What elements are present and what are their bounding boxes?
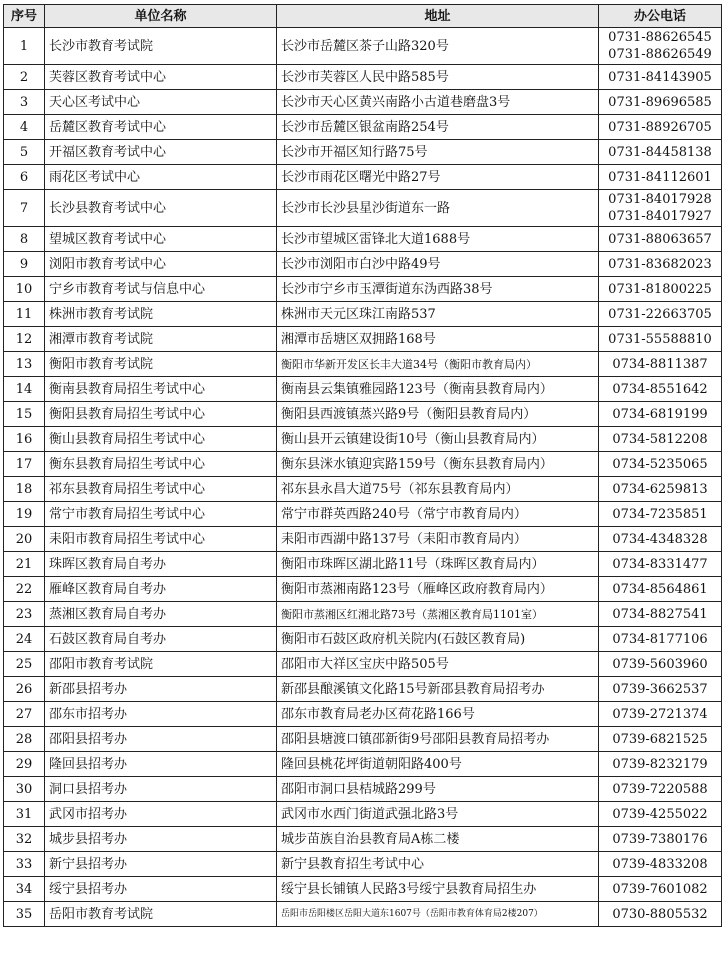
phone-number: 0731-84017927 xyxy=(608,209,712,224)
unit-name: 邵阳市教育考试院 xyxy=(45,652,277,677)
row-number: 13 xyxy=(4,352,45,377)
phone-number: 0734-5235065 xyxy=(612,456,708,472)
unit-address: 耒阳市西湖中路137号（耒阳市教育局内） xyxy=(277,527,599,552)
office-phone xyxy=(599,477,722,502)
unit-address: 长沙市雨花区曙光中路27号 xyxy=(277,165,599,190)
table-row xyxy=(4,277,722,302)
phone-number: 0739-3662537 xyxy=(612,681,708,697)
unit-name: 邵阳县招考办 xyxy=(45,727,277,752)
table-row xyxy=(4,252,722,277)
unit-name: 岳麓区教育考试中心 xyxy=(45,115,277,140)
table-row xyxy=(4,477,722,502)
unit-name: 宁乡市教育考试与信息中心 xyxy=(45,277,277,302)
unit-name: 浏阳市教育考试中心 xyxy=(45,252,277,277)
office-phone xyxy=(599,652,722,677)
unit-address: 长沙市岳麓区茶子山路320号 xyxy=(277,28,599,65)
unit-name: 望城区教育考试中心 xyxy=(45,227,277,252)
unit-name: 衡阳市教育考试院 xyxy=(45,352,277,377)
unit-address: 长沙市开福区知行路75号 xyxy=(277,140,599,165)
office-phone xyxy=(599,752,722,777)
office-phone xyxy=(599,327,722,352)
table-row xyxy=(4,552,722,577)
row-number: 10 xyxy=(4,277,45,302)
unit-address: 株洲市天元区珠江南路537 xyxy=(277,302,599,327)
unit-address: 邵阳市大祥区宝庆中路505号 xyxy=(277,652,599,677)
unit-address: 长沙市长沙县星沙街道东一路 xyxy=(277,190,599,227)
unit-name: 岳阳市教育考试院 xyxy=(45,902,277,927)
table-body xyxy=(4,28,722,927)
row-number: 25 xyxy=(4,652,45,677)
unit-name: 长沙县教育考试中心 xyxy=(45,190,277,227)
phone-number: 0734-6819199 xyxy=(612,406,708,422)
phone-number: 0734-8177106 xyxy=(612,631,708,647)
phone-number: 0731-83682023 xyxy=(608,256,712,272)
phone-number: 0734-8564861 xyxy=(612,581,708,597)
table-row xyxy=(4,702,722,727)
phone-number: 0739-2721374 xyxy=(612,706,708,722)
phone-number: 0739-5603960 xyxy=(612,656,708,672)
table-row xyxy=(4,502,722,527)
office-phone xyxy=(599,627,722,652)
phone-number: 0739-4255022 xyxy=(612,806,708,822)
row-number: 9 xyxy=(4,252,45,277)
office-phone xyxy=(599,452,722,477)
unit-address: 邵阳市洞口县桔城路299号 xyxy=(277,777,599,802)
row-number: 33 xyxy=(4,852,45,877)
unit-name: 耒阳市教育局招生考试中心 xyxy=(45,527,277,552)
unit-address: 衡阳市华新开发区长丰大道34号（衡阳市教育局内） xyxy=(277,352,599,377)
unit-name: 天心区考试中心 xyxy=(45,90,277,115)
phone-number: 0731-84143905 xyxy=(608,69,712,85)
phone-number: 0739-7380176 xyxy=(612,831,708,847)
unit-address: 祁东县永昌大道75号（祁东县教育局内） xyxy=(277,477,599,502)
phone-number: 0739-7220588 xyxy=(612,781,708,797)
row-number: 22 xyxy=(4,577,45,602)
table-row xyxy=(4,140,722,165)
phone-number: 0731-88063657 xyxy=(608,231,712,247)
unit-address: 新邵县酿溪镇文化路15号新邵县教育局招考办 xyxy=(277,677,599,702)
office-phone xyxy=(599,227,722,252)
row-number: 18 xyxy=(4,477,45,502)
unit-address: 武冈市水西门街道武强北路3号 xyxy=(277,802,599,827)
office-phone xyxy=(599,852,722,877)
table-row xyxy=(4,65,722,90)
office-phone xyxy=(599,65,722,90)
office-phone xyxy=(599,140,722,165)
office-phone xyxy=(599,902,722,927)
unit-name: 珠晖区教育局自考办 xyxy=(45,552,277,577)
unit-address: 岳阳市岳阳楼区岳阳大道东1607号（岳阳市教育体育局2楼207） xyxy=(277,902,599,927)
table-header-row xyxy=(4,5,722,28)
unit-address: 长沙市宁乡市玉潭街道东沩西路38号 xyxy=(277,277,599,302)
unit-address: 长沙市芙蓉区人民中路585号 xyxy=(277,65,599,90)
row-number: 15 xyxy=(4,402,45,427)
row-number: 8 xyxy=(4,227,45,252)
table-row xyxy=(4,827,722,852)
phone-number: 0731-88926705 xyxy=(608,119,712,135)
row-number: 14 xyxy=(4,377,45,402)
office-phone xyxy=(599,777,722,802)
unit-name: 衡东县教育局招生考试中心 xyxy=(45,452,277,477)
unit-name: 雁峰区教育局自考办 xyxy=(45,577,277,602)
unit-name: 衡山县教育局招生考试中心 xyxy=(45,427,277,452)
phone-number: 0739-6821525 xyxy=(612,731,708,747)
unit-address: 衡山县开云镇建设街10号（衡山县教育局内） xyxy=(277,427,599,452)
row-number: 32 xyxy=(4,827,45,852)
table-row xyxy=(4,427,722,452)
office-phone xyxy=(599,302,722,327)
header-name: 单位名称 xyxy=(45,5,277,28)
office-phone xyxy=(599,727,722,752)
unit-name: 雨花区考试中心 xyxy=(45,165,277,190)
table-row xyxy=(4,652,722,677)
unit-address: 衡阳市石鼓区政府机关院内(石鼓区教育局) xyxy=(277,627,599,652)
office-phone xyxy=(599,602,722,627)
unit-address: 衡东县洣水镇迎宾路159号（衡东县教育局内） xyxy=(277,452,599,477)
row-number: 23 xyxy=(4,602,45,627)
phone-number: 0731-84458138 xyxy=(608,144,712,160)
row-number: 35 xyxy=(4,902,45,927)
phone-number: 0731-22663705 xyxy=(608,306,712,322)
unit-address: 湘潭市岳塘区双拥路168号 xyxy=(277,327,599,352)
office-phone xyxy=(599,802,722,827)
office-phone xyxy=(599,402,722,427)
phone-number: 0731-88626545 xyxy=(608,30,712,45)
unit-address: 衡阳市蒸湘区红湘北路73号（蒸湘区教育局1101室） xyxy=(277,602,599,627)
row-number: 7 xyxy=(4,190,45,227)
row-number: 28 xyxy=(4,727,45,752)
office-phone xyxy=(599,527,722,552)
contact-table-wrapper xyxy=(3,4,722,927)
unit-name: 常宁市教育局招生考试中心 xyxy=(45,502,277,527)
phone-number: 0739-7601082 xyxy=(612,881,708,897)
unit-address: 长沙市望城区雷锋北大道1688号 xyxy=(277,227,599,252)
unit-name: 蒸湘区教育局自考办 xyxy=(45,602,277,627)
office-phone xyxy=(599,277,722,302)
table-row xyxy=(4,452,722,477)
unit-name: 洞口县招考办 xyxy=(45,777,277,802)
office-phone xyxy=(599,252,722,277)
header-address: 地址 xyxy=(277,5,599,28)
unit-address: 衡阳县西渡镇蒸兴路9号（衡阳县教育局内） xyxy=(277,402,599,427)
row-number: 27 xyxy=(4,702,45,727)
table-row xyxy=(4,28,722,65)
office-phone xyxy=(599,577,722,602)
row-number: 12 xyxy=(4,327,45,352)
row-number: 24 xyxy=(4,627,45,652)
unit-name: 祁东县教育局招生考试中心 xyxy=(45,477,277,502)
phone-number: 0731-84017928 xyxy=(608,192,712,207)
table-row xyxy=(4,352,722,377)
office-phone xyxy=(599,677,722,702)
unit-address: 新宁县教育招生考试中心 xyxy=(277,852,599,877)
table-row xyxy=(4,377,722,402)
row-number: 1 xyxy=(4,28,45,65)
unit-name: 绥宁县招考办 xyxy=(45,877,277,902)
row-number: 4 xyxy=(4,115,45,140)
unit-name: 开福区教育考试中心 xyxy=(45,140,277,165)
table-row xyxy=(4,677,722,702)
table-row xyxy=(4,777,722,802)
phone-number: 0731-81800225 xyxy=(608,281,712,297)
unit-name: 衡阳县教育局招生考试中心 xyxy=(45,402,277,427)
unit-name: 株洲市教育考试院 xyxy=(45,302,277,327)
unit-address: 常宁市群英西路240号（常宁市教育局内） xyxy=(277,502,599,527)
phone-number: 0734-8827541 xyxy=(612,606,708,622)
table-row xyxy=(4,852,722,877)
phone-number: 0734-8331477 xyxy=(612,556,708,572)
phone-number: 0731-88626549 xyxy=(608,47,712,62)
phone-number: 0734-8551642 xyxy=(612,381,708,397)
phone-number: 0734-7235851 xyxy=(612,506,708,522)
table-row xyxy=(4,115,722,140)
unit-address: 隆回县桃花坪街道朝阳路400号 xyxy=(277,752,599,777)
office-phone xyxy=(599,502,722,527)
header-phone: 办公电话 xyxy=(599,5,722,28)
table-row xyxy=(4,527,722,552)
unit-name: 武冈市招考办 xyxy=(45,802,277,827)
office-phone xyxy=(599,552,722,577)
unit-address: 邵阳县塘渡口镇邵新街9号邵阳县教育局招考办 xyxy=(277,727,599,752)
office-phone xyxy=(599,877,722,902)
office-phone xyxy=(599,115,722,140)
row-number: 21 xyxy=(4,552,45,577)
table-row xyxy=(4,190,722,227)
row-number: 19 xyxy=(4,502,45,527)
phone-number: 0730-8805532 xyxy=(612,906,708,922)
phone-number: 0731-89696585 xyxy=(608,94,712,110)
table-row xyxy=(4,602,722,627)
table-row xyxy=(4,727,722,752)
row-number: 34 xyxy=(4,877,45,902)
office-phone xyxy=(599,377,722,402)
table-row xyxy=(4,227,722,252)
row-number: 11 xyxy=(4,302,45,327)
unit-name: 湘潭市教育考试院 xyxy=(45,327,277,352)
unit-address: 长沙市浏阳市白沙中路49号 xyxy=(277,252,599,277)
unit-name: 隆回县招考办 xyxy=(45,752,277,777)
table-row xyxy=(4,802,722,827)
phone-number: 0734-5812208 xyxy=(612,431,708,447)
phone-number: 0734-4348328 xyxy=(612,531,708,547)
table-row xyxy=(4,90,722,115)
unit-address: 长沙市岳麓区银盆南路254号 xyxy=(277,115,599,140)
unit-address: 绥宁县长铺镇人民路3号绥宁县教育局招生办 xyxy=(277,877,599,902)
table-row xyxy=(4,752,722,777)
unit-name: 衡南县教育局招生考试中心 xyxy=(45,377,277,402)
unit-name: 芙蓉区教育考试中心 xyxy=(45,65,277,90)
row-number: 26 xyxy=(4,677,45,702)
office-phone xyxy=(599,702,722,727)
table-row xyxy=(4,402,722,427)
phone-number: 0734-8811387 xyxy=(612,356,708,372)
header-no: 序号 xyxy=(4,5,45,28)
unit-address: 邵东市教育局老办区荷花路166号 xyxy=(277,702,599,727)
office-phone xyxy=(599,427,722,452)
phone-number: 0734-6259813 xyxy=(612,481,708,497)
office-phone xyxy=(599,90,722,115)
row-number: 30 xyxy=(4,777,45,802)
row-number: 3 xyxy=(4,90,45,115)
contact-table xyxy=(3,4,722,927)
row-number: 5 xyxy=(4,140,45,165)
office-phone xyxy=(599,827,722,852)
table-row xyxy=(4,165,722,190)
table-row xyxy=(4,327,722,352)
office-phone xyxy=(599,352,722,377)
unit-address: 衡阳市珠晖区湖北路11号（珠晖区教育局内） xyxy=(277,552,599,577)
unit-address: 衡南县云集镇雅园路123号（衡南县教育局内） xyxy=(277,377,599,402)
row-number: 17 xyxy=(4,452,45,477)
unit-address: 长沙市天心区黄兴南路小古道巷磨盘3号 xyxy=(277,90,599,115)
table-row xyxy=(4,577,722,602)
table-row xyxy=(4,902,722,927)
unit-name: 新宁县招考办 xyxy=(45,852,277,877)
office-phone xyxy=(599,165,722,190)
unit-name: 长沙市教育考试院 xyxy=(45,28,277,65)
row-number: 20 xyxy=(4,527,45,552)
unit-name: 石鼓区教育局自考办 xyxy=(45,627,277,652)
table-row xyxy=(4,302,722,327)
phone-number: 0739-4833208 xyxy=(612,856,708,872)
phone-number: 0731-55588810 xyxy=(608,331,712,347)
row-number: 16 xyxy=(4,427,45,452)
phone-number: 0739-8232179 xyxy=(612,756,708,772)
unit-name: 新邵县招考办 xyxy=(45,677,277,702)
office-phone xyxy=(599,28,722,65)
row-number: 31 xyxy=(4,802,45,827)
unit-address: 衡阳市蒸湘南路123号（雁峰区政府教育局内） xyxy=(277,577,599,602)
row-number: 2 xyxy=(4,65,45,90)
row-number: 29 xyxy=(4,752,45,777)
unit-name: 城步县招考办 xyxy=(45,827,277,852)
row-number: 6 xyxy=(4,165,45,190)
unit-name: 邵东市招考办 xyxy=(45,702,277,727)
table-row xyxy=(4,627,722,652)
phone-number: 0731-84112601 xyxy=(608,169,712,185)
office-phone xyxy=(599,190,722,227)
unit-address: 城步苗族自治县教育局A栋二楼 xyxy=(277,827,599,852)
table-row xyxy=(4,877,722,902)
